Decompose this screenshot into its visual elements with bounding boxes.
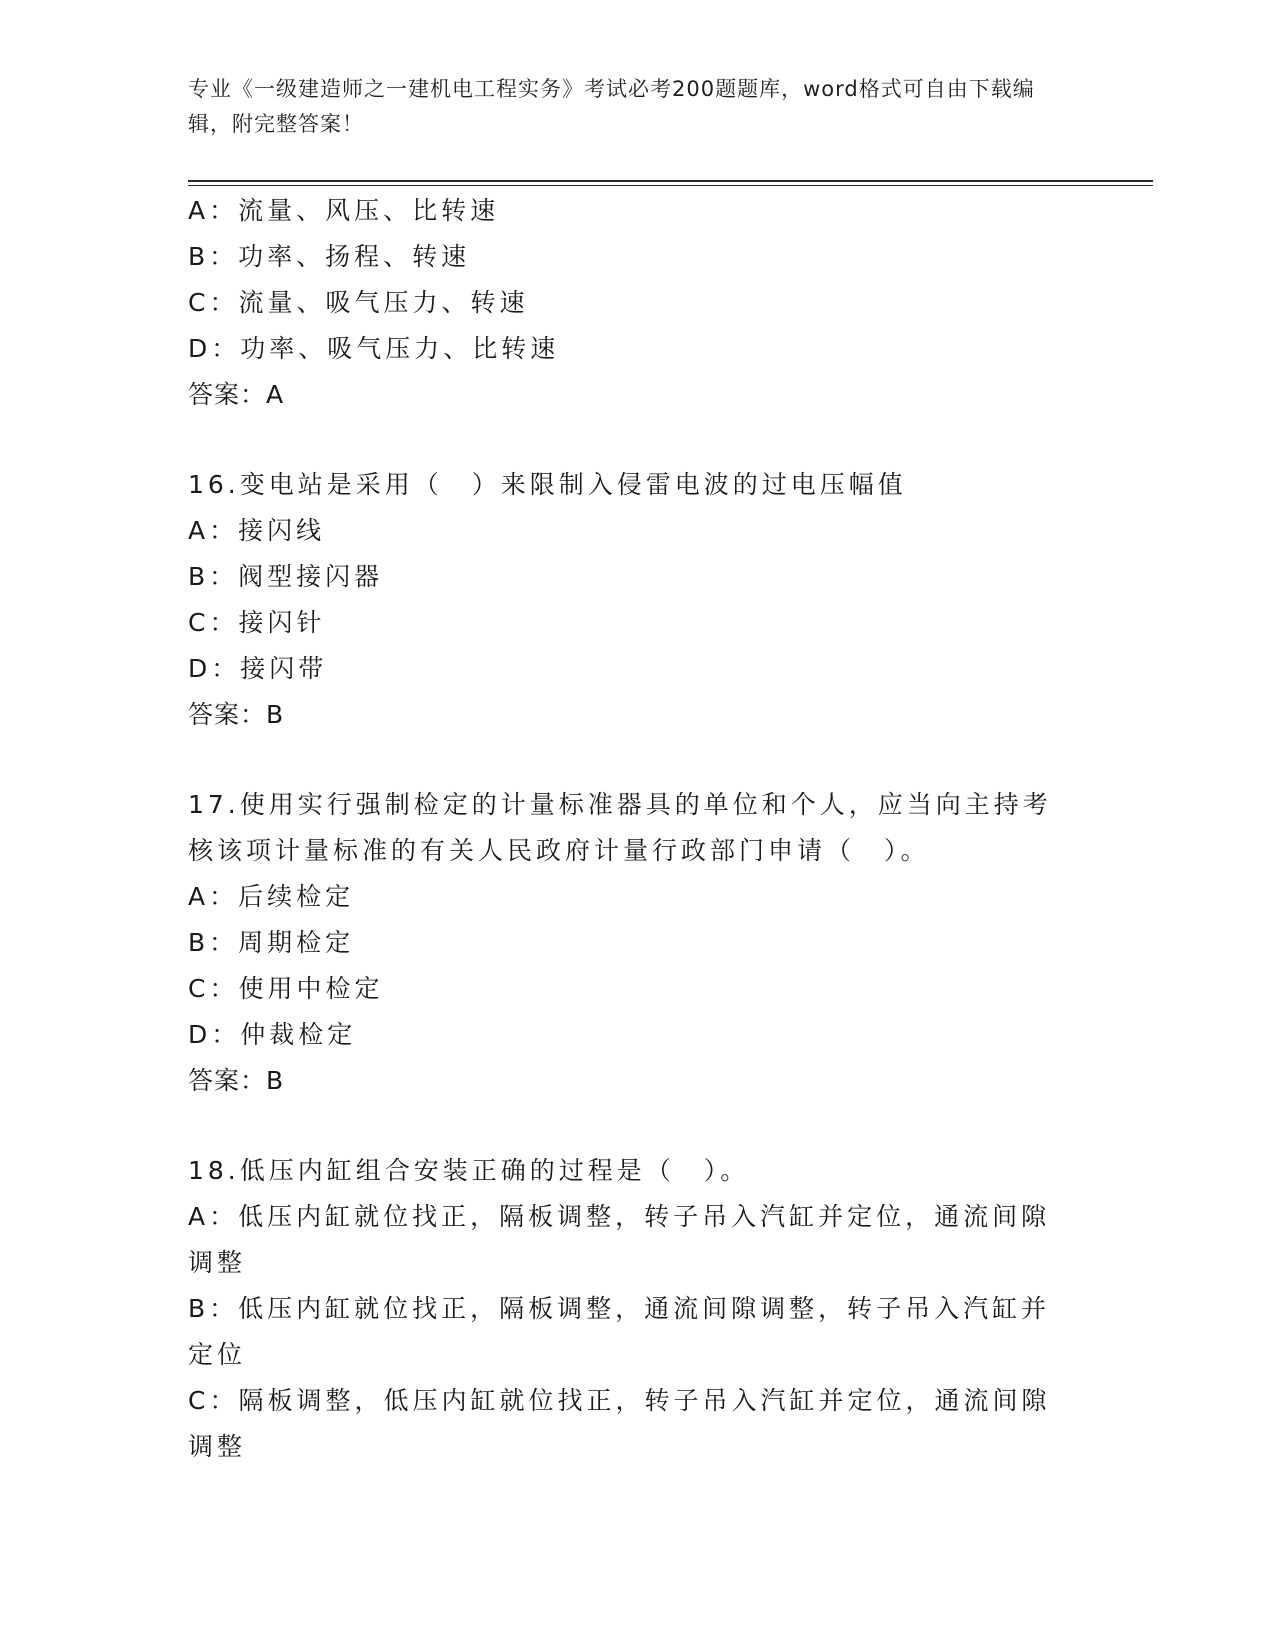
option-d: D：功率、吸气压力、比转速	[188, 334, 560, 363]
question-block-18	[188, 1148, 1078, 1470]
answer-line: 答案：B	[188, 1066, 285, 1095]
option-a: A：低压内缸就位找正，隔板调整，转子吊入汽缸并定位，通流间隙调整	[188, 1202, 1051, 1277]
option-d: D：仲裁检定	[188, 1020, 357, 1049]
question-block-16	[188, 462, 1078, 738]
question-text: 17.使用实行强制检定的计量标准器具的单位和个人，应当向主持考核该项计量标准的有关人民政府计量行政部门申请（ ）。	[188, 790, 1052, 865]
question-text: 16.变电站是采用（ ）来限制入侵雷电波的过电压幅值	[188, 470, 907, 499]
question-text: 18.低压内缸组合安装正确的过程是（ ）。	[188, 1156, 750, 1185]
block-spacer	[188, 738, 1078, 782]
question-block-17	[188, 782, 1078, 1104]
question-block-15	[188, 188, 1078, 418]
option-b: B：功率、扬程、转速	[188, 242, 471, 271]
option-a: A：流量、风压、比转速	[188, 196, 500, 225]
option-c: C：接闪针	[188, 608, 326, 637]
answer-line: 答案：A	[188, 380, 285, 409]
answer-line: 答案：B	[188, 700, 285, 729]
block-spacer	[188, 418, 1078, 462]
option-a: A：接闪线	[188, 516, 326, 545]
option-b: B：低压内缸就位找正，隔板调整，通流间隙调整，转子吊入汽缸并定位	[188, 1294, 1051, 1369]
question-list	[188, 188, 1078, 1470]
option-b: B：阀型接闪器	[188, 562, 384, 591]
header-divider-thin	[188, 185, 1153, 186]
option-d: D：接闪带	[188, 654, 328, 683]
option-c: C：使用中检定	[188, 974, 384, 1003]
document-header: 专业《一级建造师之一建机电工程实务》考试必考200题题库，word格式可自由下载编辑，附完整答案！	[188, 77, 1035, 136]
block-spacer	[188, 1104, 1078, 1148]
option-c: C：隔板调整，低压内缸就位找正，转子吊入汽缸并定位，通流间隙调整	[188, 1386, 1051, 1461]
option-b: B：周期检定	[188, 928, 355, 957]
option-c: C：流量、吸气压力、转速	[188, 288, 529, 317]
option-a: A：后续检定	[188, 882, 355, 911]
header-divider-thick	[188, 180, 1153, 182]
